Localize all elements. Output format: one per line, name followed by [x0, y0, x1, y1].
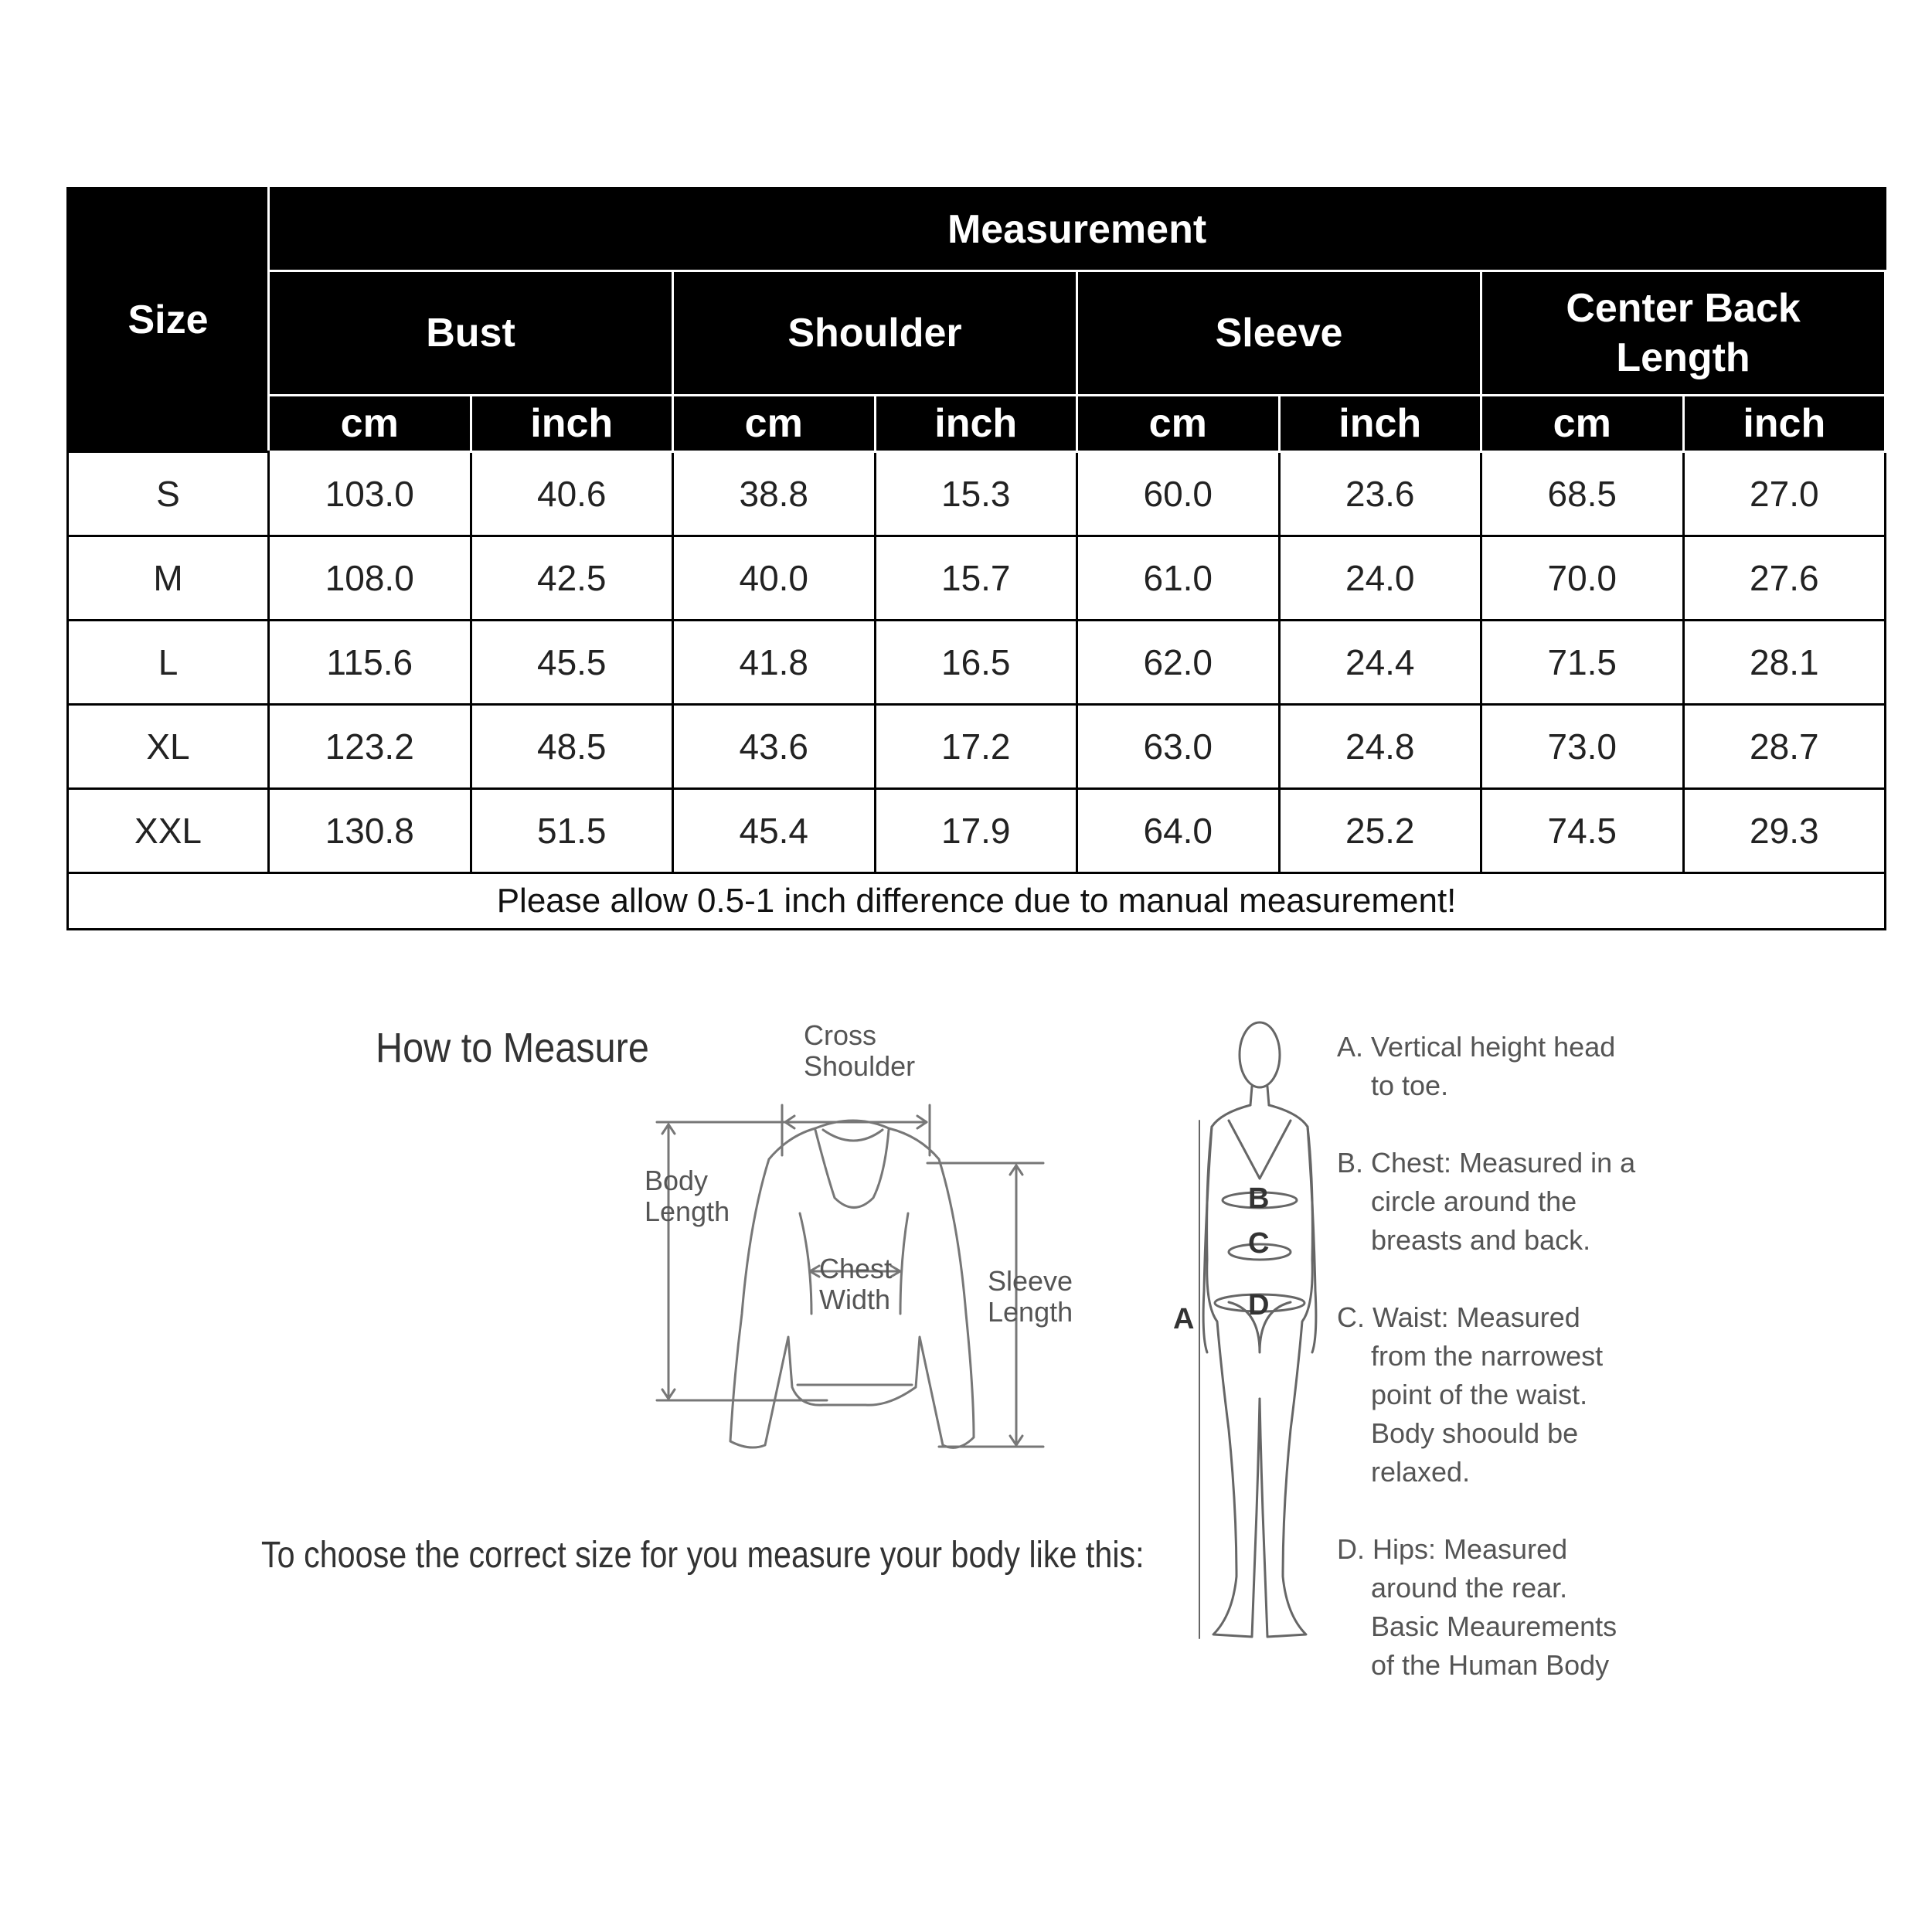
value-cell: 48.5: [471, 705, 673, 789]
sleeve-length-label: Sleeve Length: [988, 1265, 1073, 1328]
unit-header: cm: [1481, 396, 1684, 452]
choose-size-text: To choose the correct size for you measure your body like this:: [261, 1535, 1145, 1576]
table-row: [68, 789, 1886, 873]
body-letter-b: B: [1248, 1182, 1270, 1215]
size-cell: S: [68, 452, 269, 536]
value-cell: 38.8: [673, 452, 876, 536]
size-cell: XL: [68, 705, 269, 789]
value-cell: 42.5: [471, 536, 673, 621]
unit-header: cm: [269, 396, 471, 452]
value-cell: 24.8: [1279, 705, 1481, 789]
body-length-label: Body Length: [645, 1165, 730, 1227]
center-back-length-header: [1481, 271, 1886, 396]
value-cell: 62.0: [1077, 621, 1280, 705]
instruction-b: B. Chest: Measured in a circle around the breasts and back.: [1337, 1147, 1636, 1256]
sleeve-header: Sleeve: [1077, 271, 1481, 396]
value-cell: 28.7: [1683, 705, 1886, 789]
value-cell: 17.9: [875, 789, 1077, 873]
cross-shoulder-label: Cross Shoulder: [804, 1019, 916, 1082]
value-cell: 123.2: [269, 705, 471, 789]
measurement-note: Please allow 0.5-1 inch difference due to manual measurement!: [68, 873, 1886, 930]
unit-header: cm: [673, 396, 876, 452]
size-cell: L: [68, 621, 269, 705]
bust-header: Bust: [269, 271, 673, 396]
body-letter-a: A: [1173, 1303, 1195, 1335]
value-cell: 108.0: [269, 536, 471, 621]
instruction-a: A. Vertical height head to toe.: [1337, 1031, 1616, 1101]
value-cell: 17.2: [875, 705, 1077, 789]
value-cell: 103.0: [269, 452, 471, 536]
value-cell: 61.0: [1077, 536, 1280, 621]
body-letter-d: D: [1248, 1289, 1270, 1321]
shoulder-header: Shoulder: [673, 271, 1077, 396]
value-cell: 43.6: [673, 705, 876, 789]
value-cell: 23.6: [1279, 452, 1481, 536]
value-cell: 27.0: [1683, 452, 1886, 536]
value-cell: 40.6: [471, 452, 673, 536]
value-cell: 45.5: [471, 621, 673, 705]
size-chart-table: [66, 187, 1886, 930]
value-cell: 115.6: [269, 621, 471, 705]
table-row: [68, 621, 1886, 705]
unit-header: inch: [1279, 396, 1481, 452]
value-cell: 45.4: [673, 789, 876, 873]
value-cell: 40.0: [673, 536, 876, 621]
value-cell: 28.1: [1683, 621, 1886, 705]
value-cell: 63.0: [1077, 705, 1280, 789]
value-cell: 51.5: [471, 789, 673, 873]
value-cell: 70.0: [1481, 536, 1684, 621]
table-row: [68, 536, 1886, 621]
size-header: Size: [68, 189, 269, 452]
table-row: [68, 452, 1886, 536]
how-to-measure-title: How to Measure: [376, 1025, 649, 1071]
unit-header: cm: [1077, 396, 1280, 452]
value-cell: 16.5: [875, 621, 1077, 705]
value-cell: 29.3: [1683, 789, 1886, 873]
value-cell: 24.0: [1279, 536, 1481, 621]
value-cell: 15.7: [875, 536, 1077, 621]
unit-header: inch: [875, 396, 1077, 452]
value-cell: 73.0: [1481, 705, 1684, 789]
value-cell: 27.6: [1683, 536, 1886, 621]
value-cell: 74.5: [1481, 789, 1684, 873]
body-letter-c: C: [1248, 1227, 1270, 1260]
value-cell: 64.0: [1077, 789, 1280, 873]
measurement-header: Measurement: [269, 189, 1886, 271]
body-figure-diagram: [1159, 1012, 1345, 1662]
chest-width-label: Chest Width: [819, 1253, 893, 1315]
value-cell: 60.0: [1077, 452, 1280, 536]
size-cell: M: [68, 536, 269, 621]
center-back-line-2: Length: [1616, 335, 1750, 380]
center-back-line-1: Center Back: [1566, 286, 1801, 331]
value-cell: 41.8: [673, 621, 876, 705]
value-cell: 130.8: [269, 789, 471, 873]
table-row: [68, 705, 1886, 789]
instruction-c: C. Waist: Measured from the narrowest point of the waist. Body shoould be relaxed.: [1337, 1301, 1604, 1488]
unit-header: inch: [471, 396, 673, 452]
size-cell: XXL: [68, 789, 269, 873]
value-cell: 68.5: [1481, 452, 1684, 536]
value-cell: 71.5: [1481, 621, 1684, 705]
value-cell: 15.3: [875, 452, 1077, 536]
value-cell: 25.2: [1279, 789, 1481, 873]
value-cell: 24.4: [1279, 621, 1481, 705]
unit-header: inch: [1683, 396, 1886, 452]
instruction-d: D. Hips: Measured around the rear. Basic Meaurements of the Human Body: [1337, 1533, 1617, 1681]
note-row: [68, 873, 1886, 930]
